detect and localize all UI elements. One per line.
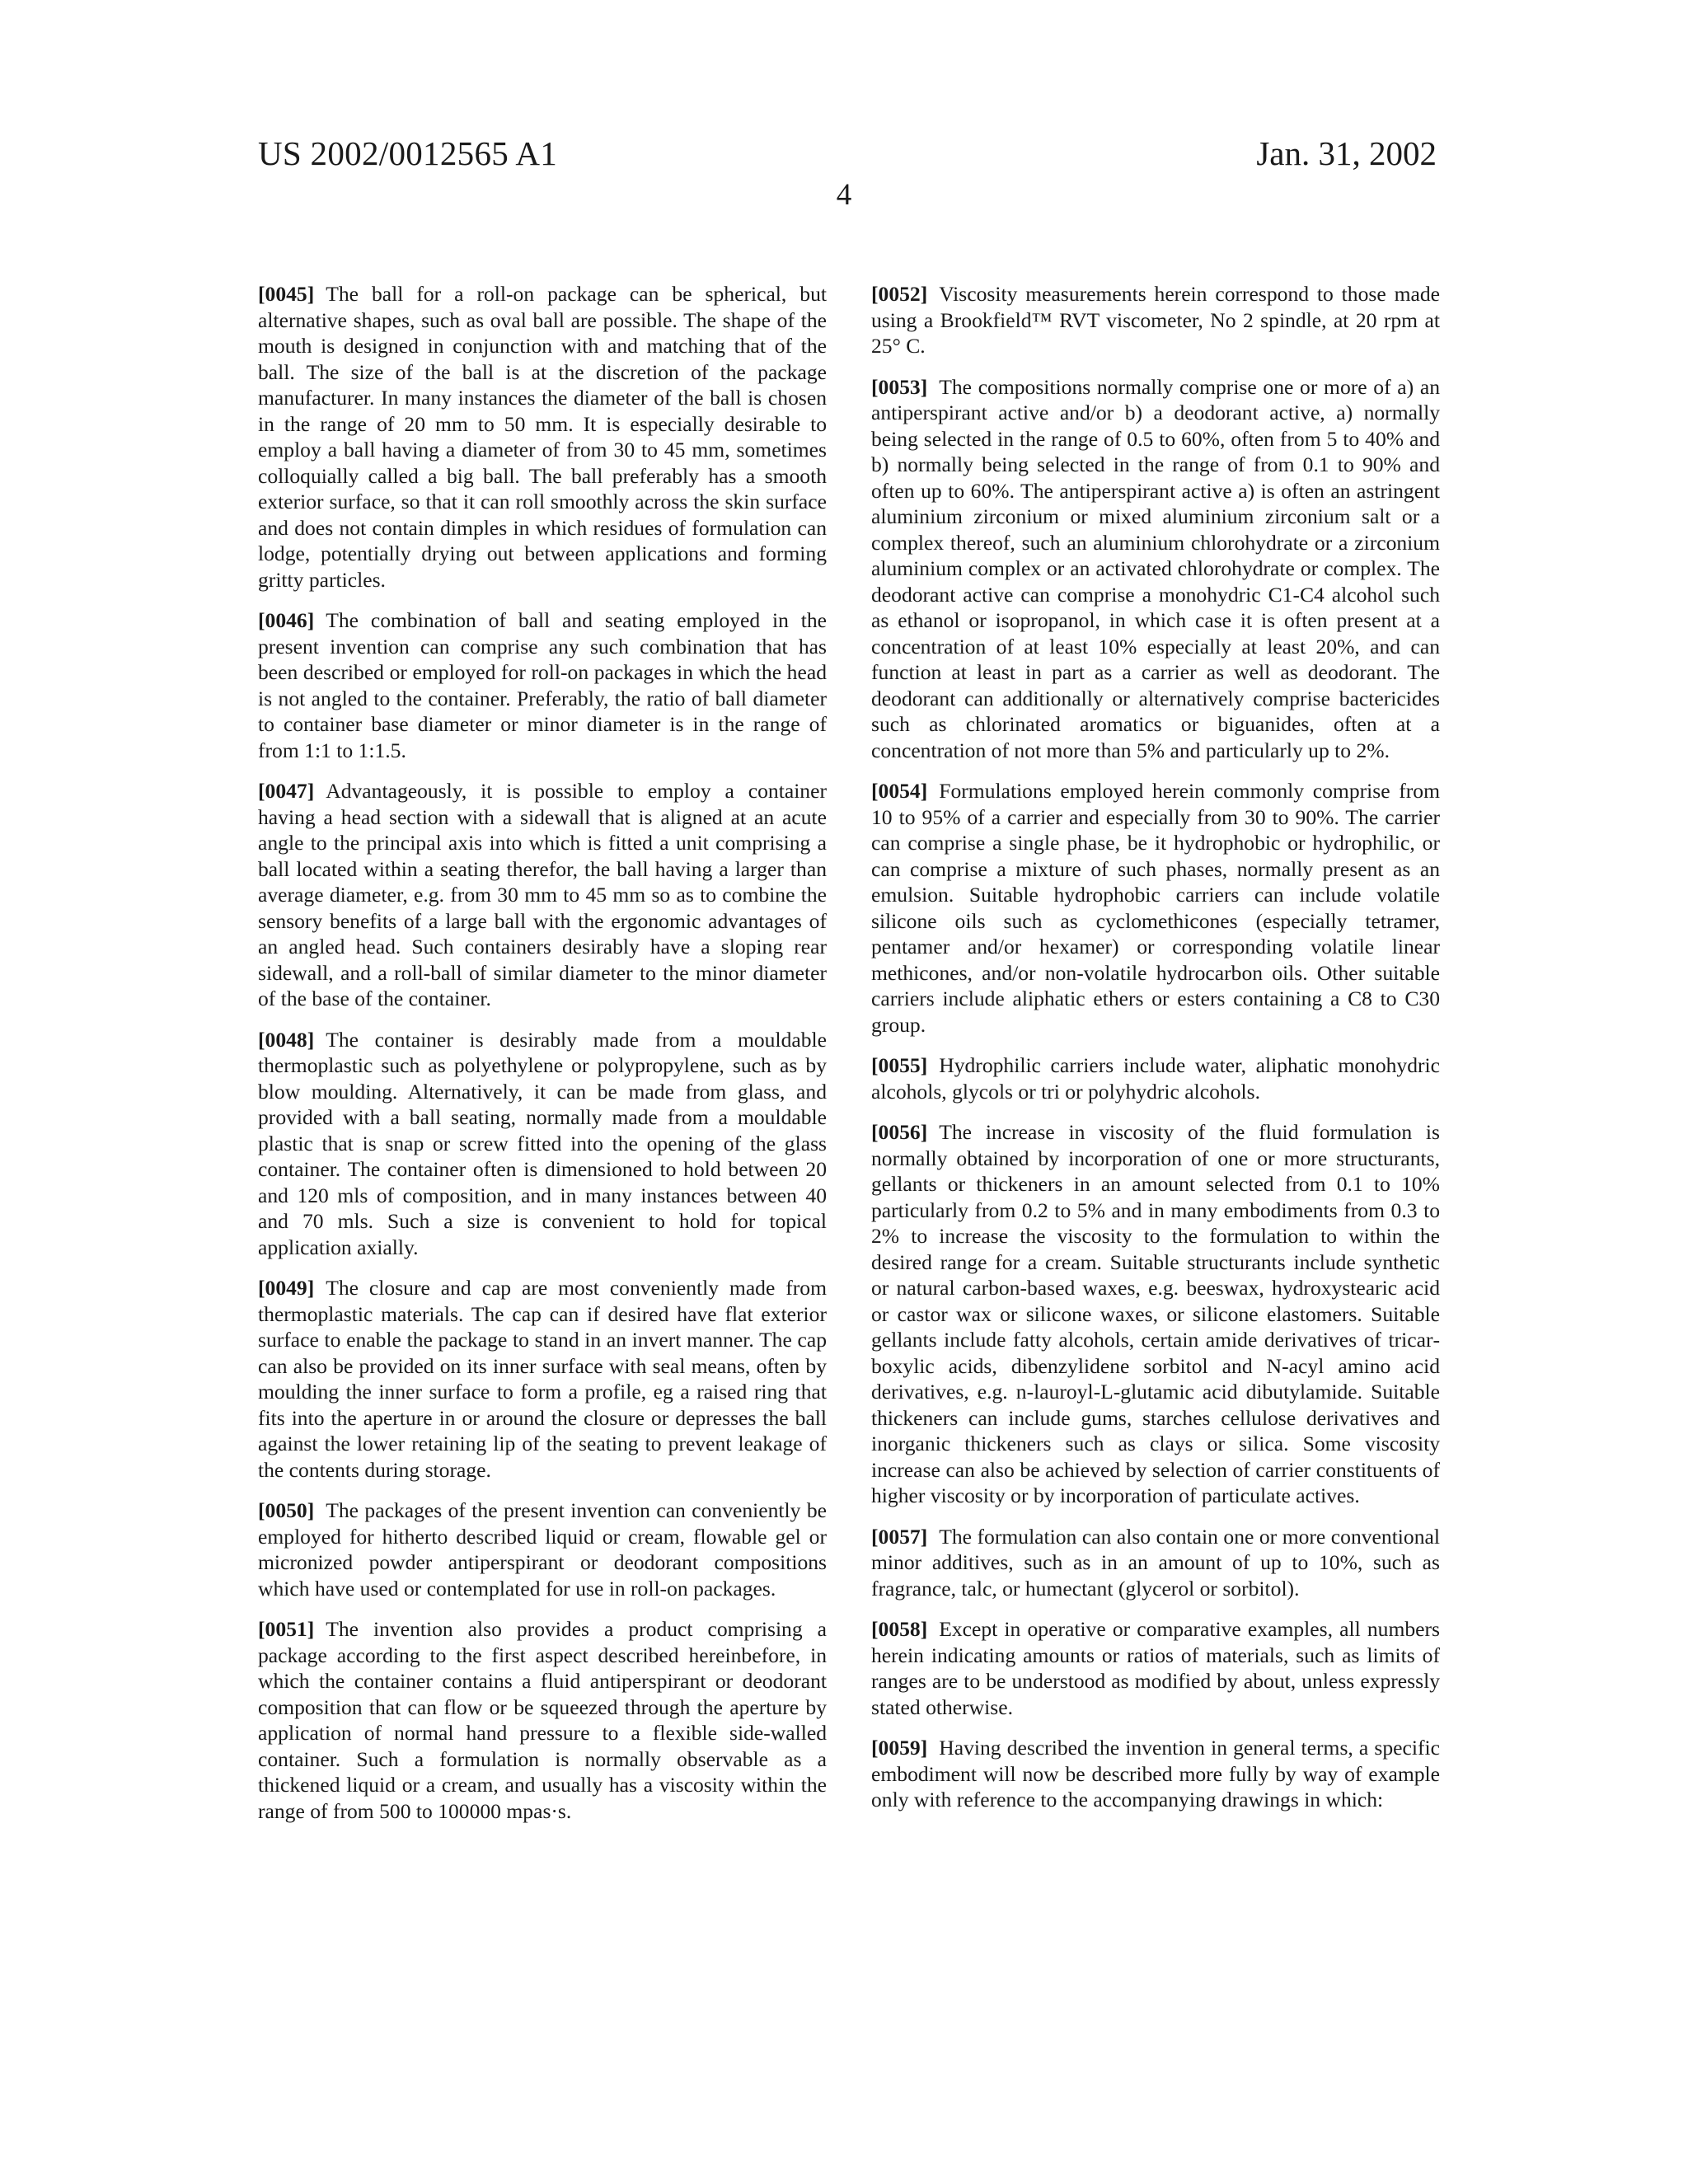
paragraph-0056: [871, 1119, 1440, 1509]
left-column: [258, 281, 827, 1839]
paragraph-0052: [871, 281, 1440, 359]
paragraph-number: [0049]: [258, 1276, 315, 1300]
paragraph-number: [0052]: [871, 282, 928, 306]
paragraph-0046: [258, 607, 827, 763]
paragraph-0055: [871, 1052, 1440, 1104]
paragraph-0050: [258, 1497, 827, 1601]
paragraph-text: The invention also provides a product comprising a package according to the first aspect described hereinbefore, in which the container contains a fluid antiperspirant or deodorant composition that can flow or be squeezed through the aperture by application of normal hand pressure to a flexible side-walled container. Such a formulation is normally observable as a thickened liquid or a cream, and usually has a viscosity within the range of from 500 to 100000 mpas·s.: [258, 1617, 827, 1823]
paragraph-text: The increase in viscosity of the fluid formulation is normally obtained by incorporation of one or more structurants, gellants or thickeners in an amount selected from 0.1 to 10% particularly from 0.2 to 5% and in many embodiments from 0.3 to 2% to increase the viscosity to the formulation to within the desired range for a cream. Suitable structurants include synthetic or natural carbon-based waxes, e.g. beeswax, hydroxystearic acid or castor wax or silicone waxes, or silicone elastomers. Suitable gellants include fatty alcohols, certain amide derivatives of tricarboxylic acids, dibenzylidene sorbitol and N-acyl amino acid derivatives, e.g. n-lauroyl-L-glutamic acid dibutylamide. Suitable thickeners can include gums, starches cellulose derivatives and inorganic thickeners such as clays or silica. Some viscosity increase can also be achieved by selection of carrier constituents of higher viscosity or by incorporation of particulate actives.: [871, 1120, 1440, 1507]
paragraph-number: [0059]: [871, 1736, 928, 1760]
paragraph-number: [0045]: [258, 282, 315, 306]
paragraph-0045: [258, 281, 827, 593]
paragraph-text: The formulation can also contain one or more conventional minor additives, such as in an amount of up to 10%, such as fragrance, talc, or humectant (glycerol or sorbitol).: [871, 1524, 1440, 1601]
paragraph-number: [0048]: [258, 1027, 315, 1052]
paragraph-0048: [258, 1027, 827, 1261]
paragraph-text: The compositions normally comprise one or more of a) an antiperspirant active and/or b) a deodorant active, a) normally being selected in the range of 0.5 to 60%, often from 5 to 40% and b) normally being selected in the range of from 0.1 to 90% and often up to 60%. The antiperspirant active a) is often an astringent aluminium zirconium or mixed aluminium zirconium salt or a complex thereof, such an aluminium chlorohydrate or a zirconium aluminium complex or an activated chlorohydrate or complex. The deodorant active can comprise a monohydric C1-C4 alcohol such as ethanol or isopropanol, in which case it is often present at a concentration of at least 10% especially at least 20%, and can function at least in part as a carrier as well as deodorant. The deodorant can additionally or alternatively comprise bactericides such as chlorinated aromatics or biguanides, often at a concentration of not more than 5% and particularly up to 2%.: [871, 374, 1440, 762]
paragraph-0051: [258, 1616, 827, 1824]
publication-date: Jan. 31, 2002: [1256, 134, 1437, 172]
paragraph-text: The packages of the present invention can conveniently be employed for hitherto described liquid or cream, flowable gel or micronized powder antiperspirant or deodorant compositions which have used or contemplated for use in roll-on packages.: [258, 1498, 827, 1601]
paragraph-text: Advantageously, it is possible to employ a container having a head section with a sidewall that is aligned at an acute angle to the principal axis into which is fitted a unit comprising a ball located within a seating therefor, the ball having a larger than average diameter, e.g. from 30 mm to 45 mm so as to combine the sensory benefits of a large ball with the ergonomic advantages of an angled head. Such containers desirably have a sloping rear sidewall, and a roll-ball of similar diameter to the minor diameter of the base of the container.: [258, 779, 827, 1010]
paragraph-number: [0046]: [258, 608, 315, 632]
paragraph-number: [0050]: [258, 1498, 315, 1522]
paragraph-text: Formulations employed herein commonly comprise from 10 to 95% of a carrier and especially from 30 to 90%. The carrier can comprise a single phase, be it hydrophobic or hydrophilic, or can comprise a mixture of such phases, normally present as an emulsion. Suitable hydrophobic carriers can include volatile silicone oils such as cyclomethicones (especially tetramer, pentamer and/or hexamer) or corresponding volatile linear methicones, and/or non-volatile hydrocarbon oils. Other suitable carriers include aliphatic ethers or esters containing a C8 to C30 group.: [871, 779, 1440, 1037]
paragraph-number: [0054]: [871, 779, 928, 803]
paragraph-text: Except in operative or comparative examples, all numbers herein indicating amounts or ratios of materials, such as limits of ranges are to be understood as modified by about, unless expressly stated otherwise.: [871, 1617, 1440, 1719]
paragraph-0059: [871, 1735, 1440, 1813]
paragraph-text: The combination of ball and seating employed in the present invention can comprise any such combination that has been described or employed for roll-on packages in which the head is not angled to the container. Preferably, the ratio of ball diameter to container base diameter or minor diameter is in the range of from 1:1 to 1:1.5.: [258, 608, 827, 762]
paragraph-text: The ball for a roll-on package can be spherical, but alternative shapes, such as oval ball are possible. The shape of the mouth is designed in conjunction with and matching that of the ball. The size of the ball is at the discretion of the package manufacturer. In many instances the diameter of the ball is chosen in the range of 20 mm to 50 mm. It is especially desirable to employ a ball having a diameter of from 30 to 45 mm, sometimes colloquially called a big ball. The ball preferably has a smooth exterior surface, so that it can roll smoothly across the skin surface and does not contain dimples in which residues of formulation can lodge, potentially drying out between applications and forming gritty particles.: [258, 282, 827, 592]
paragraph-text: Hydrophilic carriers include water, aliphatic monohydric alcohols, glycols or tri or polyhydric alcohols.: [871, 1053, 1440, 1104]
paragraph-0058: [871, 1616, 1440, 1720]
paragraph-number: [0058]: [871, 1617, 928, 1641]
paragraph-number: [0047]: [258, 779, 315, 803]
paragraph-text: Having described the invention in general terms, a specific embodiment will now be described more fully by way of example only with reference to the accompanying drawings in which:: [871, 1736, 1440, 1811]
right-column: [871, 281, 1440, 1828]
paragraph-number: [0053]: [871, 374, 928, 399]
paragraph-number: [0057]: [871, 1524, 928, 1549]
paragraph-0054: [871, 778, 1440, 1038]
paragraph-number: [0055]: [871, 1053, 928, 1077]
paragraph-0057: [871, 1524, 1440, 1602]
paragraph-number: [0051]: [258, 1617, 315, 1641]
page-number: 4: [836, 178, 852, 212]
paragraph-number: [0056]: [871, 1120, 928, 1144]
paragraph-0047: [258, 778, 827, 1012]
paragraph-0049: [258, 1275, 827, 1483]
paragraph-text: The closure and cap are most conveniently made from thermoplastic materials. The cap can if desired have flat exterior surface to enable the package to stand in an invert manner. The cap can also be provided on its inner surface with seal means, often by moulding the inner surface to form a profile, eg a raised ring that fits into the aperture in or around the closure or depresses the ball against the lower retaining lip of the seating to prevent leakage of the contents during storage.: [258, 1276, 827, 1482]
paragraph-0053: [871, 374, 1440, 764]
publication-number: US 2002/0012565 A1: [258, 134, 558, 172]
paragraph-text: Viscosity measurements herein correspond to those made using a Brookfield™ RVT viscometer, No 2 spindle, at 20 rpm at 25° C.: [871, 282, 1440, 358]
paragraph-text: The container is desirably made from a mouldable thermoplastic such as polyethylene or polypropylene, such as by blow moulding. Alternatively, it can be made from glass, and provided with a ball seating, normally made from a mouldable plastic that is snap or screw fitted into the opening of the glass container. The container often is dimensioned to hold between 20 and 120 mls of composition, and in many instances between 40 and 70 mls. Such a size is convenient to hold for topical application axially.: [258, 1027, 827, 1259]
